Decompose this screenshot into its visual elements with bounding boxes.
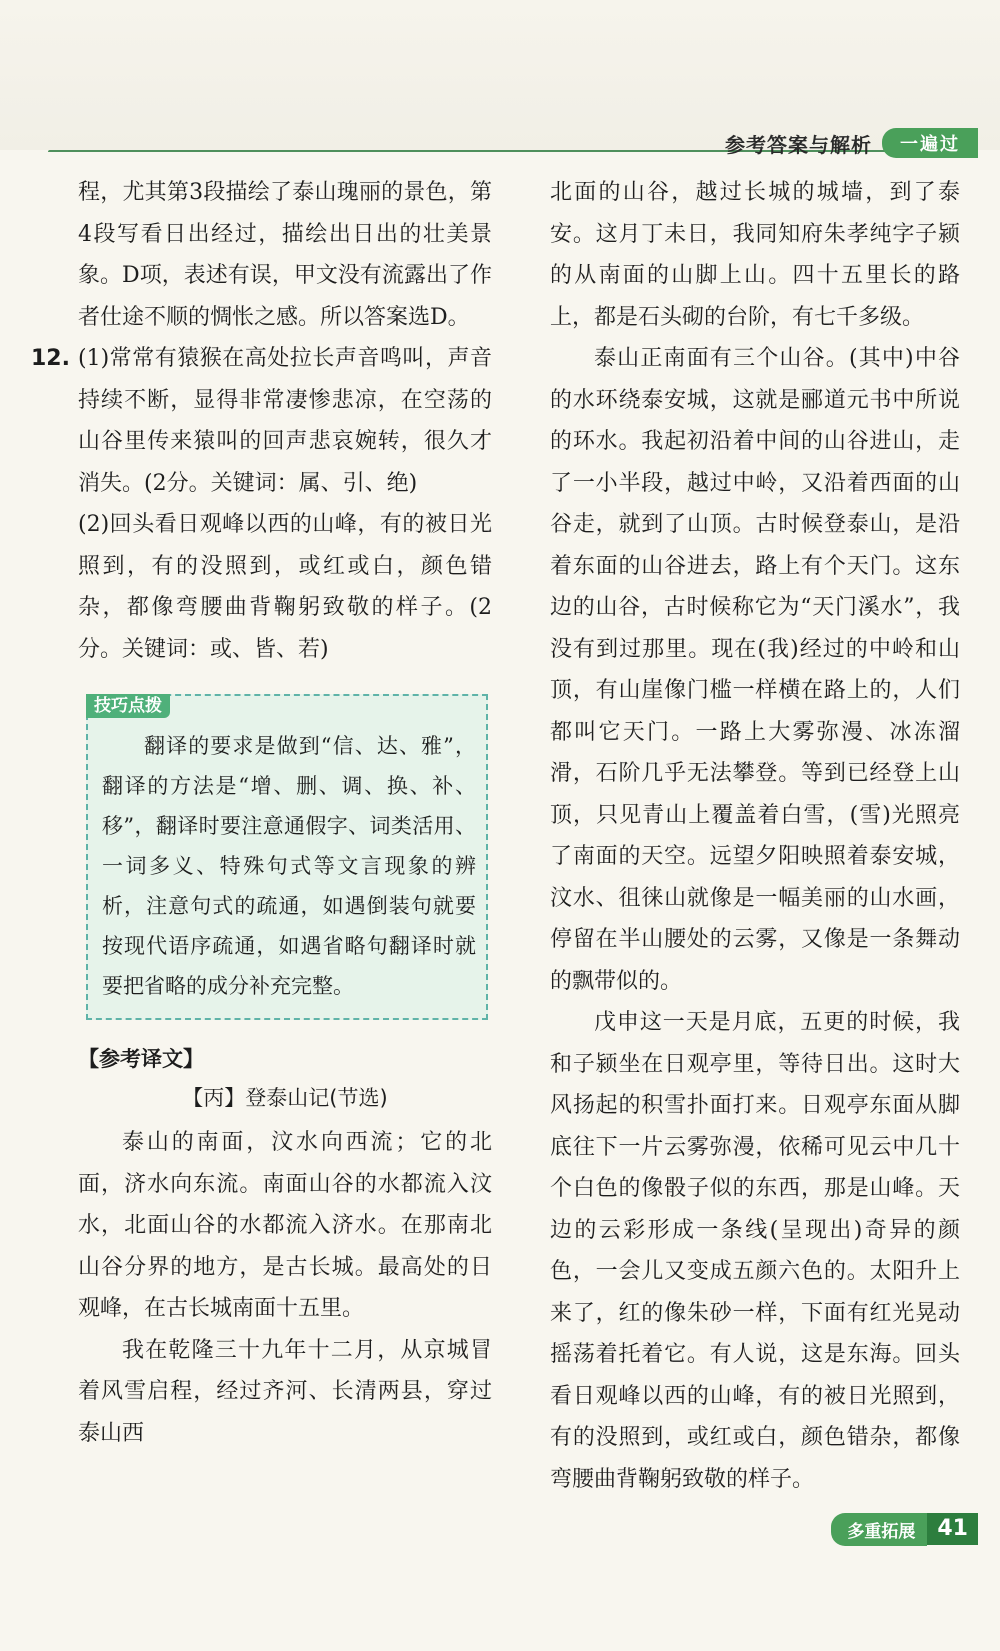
- footer-label: 多重拓展: [831, 1513, 927, 1546]
- answer-continuation: 程，尤其第3段描绘了泰山瑰丽的景色，第4段写看日出经过，描绘出日出的壮美景象。D项，表述有误，甲文没有流露出了作者仕途不顺的惆怅之感。所以答案选D。: [78, 180, 492, 330]
- q12-part2: (2)回头看日观峰以西的山峰，有的被日光照到，有的没照到，或红或白，颜色错杂，都像弯腰曲背鞠躬致敬的样子。(2分。关键词：或、皆、若): [78, 512, 492, 662]
- translation-paragraph: 我在乾隆三十九年十二月，从京城冒着风雪启程，经过齐河、长清两县，穿过泰山西: [78, 1337, 492, 1446]
- left-column: [31, 172, 492, 1454]
- page-number: 41: [927, 1513, 978, 1545]
- footer-tag: [831, 1513, 978, 1545]
- tips-text: 翻译的要求是做到“信、达、雅”，翻译的方法是“增、删、调、换、补、移”，翻译时要注意通假字、词类活用、一词多义、特殊句式等文言现象的辨析，注意句式的疏通，如遇倒装句就要按现代语序疏通，如遇省略句翻译时就要把省略的成分补充完整。: [102, 734, 476, 998]
- header-title: 参考答案与解析: [725, 132, 872, 157]
- tips-box: [86, 694, 488, 1020]
- tips-label: 技巧点拨: [86, 694, 170, 718]
- running-header: [715, 128, 978, 158]
- article-title: 【丙】登泰山记(节选): [182, 1086, 388, 1110]
- question-12: [31, 338, 492, 670]
- question-number: 12.: [31, 346, 70, 371]
- right-column: [550, 172, 960, 1500]
- translation-paragraph: 戊申这一天是月底，五更的时候，我和子颍坐在日观亭里，等待日出。这时大风扬起的积雪扑面打来。日观亭东面从脚底往下一片云雾弥漫，依稀可见云中几十个白色的像骰子似的东西，那是山峰。天边的云彩形成一条线(呈现出)奇异的颜色，一会儿又变成五颜六色的。太阳升上来了，红的像朱砂一样，下面有红光晃动摇荡着托着它。有人说，这是东海。回头看日观峰以西的山峰，有的被日光照到，有的没照到，或红或白，颜色错杂，都像弯腰曲背鞠躬致敬的样子。: [550, 1010, 960, 1492]
- reference-heading: 【参考译文】: [78, 1047, 204, 1071]
- header-badge: 一遍过: [882, 128, 978, 158]
- q12-part1: (1)常常有猿猴在高处拉长声音鸣叫，声音持续不断，显得非常凄惨悲凉，在空荡的山谷里传来猿叫的回声悲哀婉转，很久才消失。(2分。关键词：属、引、绝): [78, 346, 492, 496]
- translation-paragraph: 泰山的南面，汶水向西流；它的北面，济水向东流。南面山谷的水都流入汶水，北面山谷的水都流入济水。在那南北山谷分界的地方，是古长城。最高处的日观峰，在古长城南面十五里。: [78, 1130, 492, 1321]
- translation-paragraph: 泰山正南面有三个山谷。(其中)中谷的水环绕泰安城，这就是郦道元书中所说的环水。我起初沿着中间的山谷进山，走了一小半段，越过中岭，又沿着西面的山谷走，就到了山顶。古时候登泰山，是沿着东面的山谷进去，路上有个天门。这东边的山谷，古时候称它为“天门溪水”，我没有到过那里。现在(我)经过的中岭和山顶，有山崖像门槛一样横在路上的，人们都叫它天门。一路上大雾弥漫、冰冻溜滑，石阶几乎无法攀登。等到已经登上山顶，只见青山上覆盖着白雪，(雪)光照亮了南面的天空。远望夕阳映照着泰安城，汶水、徂徕山就像是一幅美丽的山水画，停留在半山腰处的云雾，又像是一条舞动的飘带似的。: [550, 346, 960, 994]
- translation-paragraph: 北面的山谷，越过长城的城墙，到了泰安。这月丁未日，我同知府朱孝纯字子颍的从南面的山脚上山。四十五里长的路上，都是石头砌的台阶，有七千多级。: [550, 180, 960, 330]
